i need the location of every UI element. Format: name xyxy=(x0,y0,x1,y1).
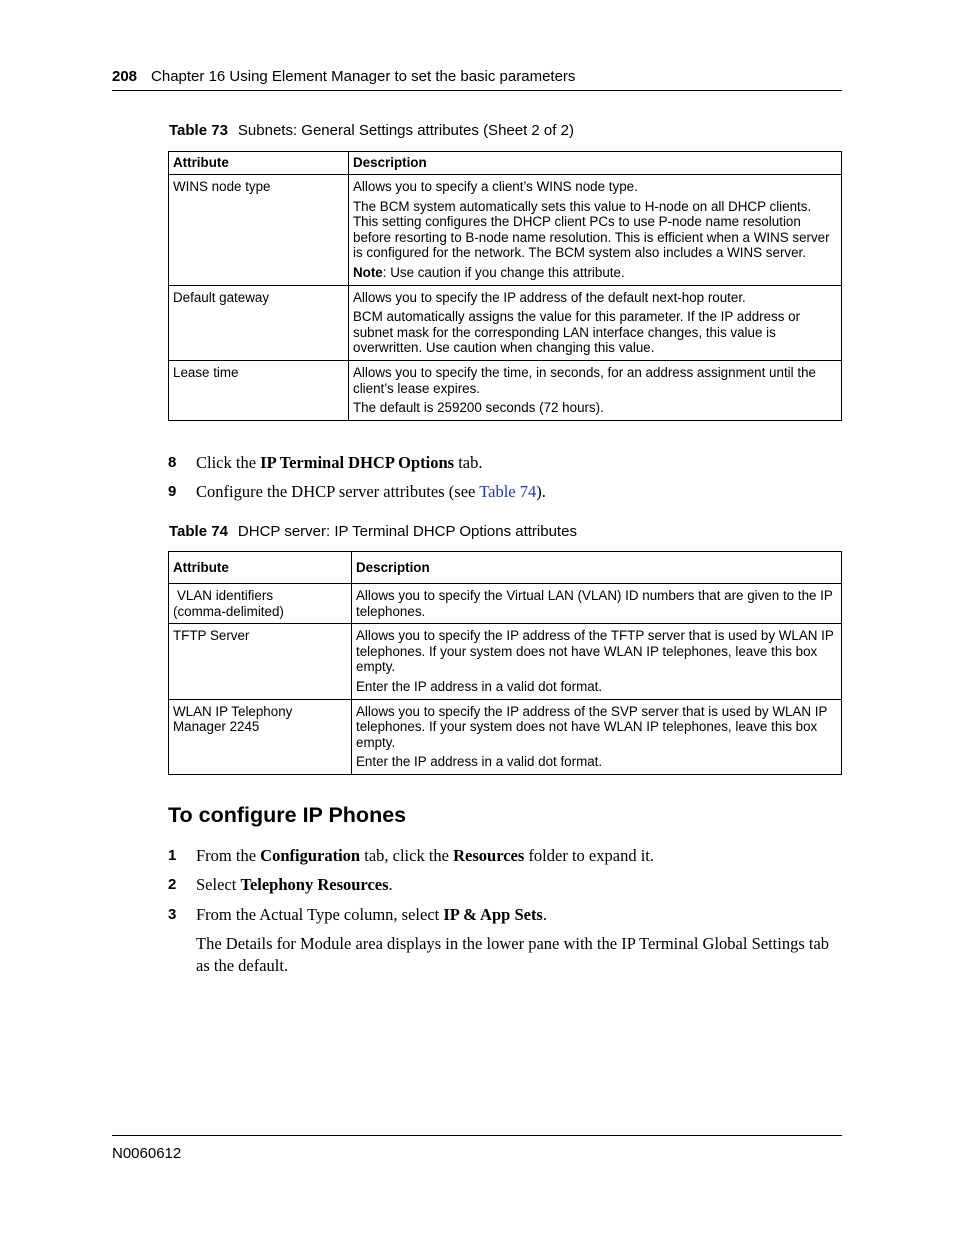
description-text: BCM automatically assigns the value for this parameter. If the IP address or subnet mask for the corresponding LAN interface changes, this value is overwritten. Use caution when changing this value. xyxy=(353,309,801,356)
step-text xyxy=(196,905,547,925)
step-text-part: tab. xyxy=(454,453,483,472)
table-row xyxy=(169,360,842,420)
step-text-bold: IP Terminal DHCP Options xyxy=(260,453,455,472)
table-header-row xyxy=(169,552,842,584)
description-text: The default is 259200 seconds (72 hours). xyxy=(353,400,604,416)
attribute-text: Manager 2245 xyxy=(173,719,260,735)
column-header-description: Description xyxy=(352,552,842,584)
description-cell xyxy=(349,175,842,286)
description-cell xyxy=(352,624,842,699)
step-number: 8 xyxy=(168,454,177,471)
description-text: Allows you to specify a client’s WINS node type. xyxy=(353,179,638,194)
description-cell xyxy=(352,584,842,624)
table-row xyxy=(169,285,842,360)
column-header-attribute: Attribute xyxy=(169,152,349,175)
table-row xyxy=(169,699,842,774)
step-text-part: Select xyxy=(196,875,241,894)
page-number: 208 xyxy=(112,68,138,85)
attribute-text: VLAN identifiers xyxy=(177,588,274,603)
description-text: Allows you to specify the Virtual LAN (VLAN) ID numbers that are given to the IP telephones. xyxy=(356,588,833,619)
description-cell xyxy=(349,285,842,360)
attribute-cell xyxy=(169,584,352,624)
section-heading: To configure IP Phones xyxy=(168,803,407,827)
step-text-part: From the Actual Type column, select xyxy=(196,905,444,924)
step-text-bold: Resources xyxy=(453,846,525,865)
step-text-part: ). xyxy=(536,482,546,501)
step-text xyxy=(196,453,483,473)
chapter-title: Chapter 16 Using Element Manager to set the basic parameters xyxy=(151,68,576,85)
table-73 xyxy=(168,151,842,421)
step-text-part: Click the xyxy=(196,453,261,472)
body-paragraph: The Details for Module area displays in the lower pane with the IP Terminal Global Settings tab as the default. xyxy=(196,934,830,975)
page-header xyxy=(112,68,842,91)
step-text-part: Configure the DHCP server attributes (see xyxy=(196,482,480,501)
note-body: : Use caution if you change this attribute. xyxy=(382,264,625,280)
table-row xyxy=(169,584,842,624)
description-text: Enter the IP address in a valid dot format. xyxy=(356,754,603,770)
table-73-label: Table 73 xyxy=(169,122,228,139)
step-text-part: . xyxy=(542,905,547,924)
column-header-attribute: Attribute xyxy=(169,552,352,584)
table-header-row xyxy=(169,152,842,175)
description-text: The BCM system automatically sets this value to H-node on all DHCP clients. This setting configures the DHCP client PCs to use P-node name resolution before resorting to B-node name resolution. This is efficient when a WINS server is configured for the network. The BCM system also includes a WINS server. xyxy=(353,198,830,261)
document-number: N0060612 xyxy=(112,1145,182,1162)
step-text xyxy=(196,482,546,502)
description-text: Allows you to specify the IP address of the default next-hop router. xyxy=(353,289,746,305)
attribute-cell: Lease time xyxy=(169,360,349,420)
step-text-part: folder to expand it. xyxy=(524,846,654,865)
table-row xyxy=(169,175,842,286)
step-text-bold: Configuration xyxy=(260,846,361,865)
step-text-part: . xyxy=(388,875,393,894)
step-number: 9 xyxy=(168,483,177,500)
step-text-part: From the xyxy=(196,846,261,865)
table-74-link[interactable]: Table 74 xyxy=(479,482,537,501)
table-74-label: Table 74 xyxy=(169,523,228,540)
note-text xyxy=(353,265,837,281)
table-73-caption xyxy=(169,122,574,139)
footer-divider xyxy=(112,1135,842,1136)
attribute-cell xyxy=(169,699,352,774)
step-text-bold: Telephony Resources xyxy=(240,875,389,894)
description-cell xyxy=(349,360,842,420)
table-74 xyxy=(168,551,842,775)
column-header-description: Description xyxy=(349,152,842,175)
step-text-bold: IP & App Sets xyxy=(443,905,543,924)
attribute-cell xyxy=(169,624,352,699)
step-text xyxy=(196,846,654,866)
step-number: 1 xyxy=(168,847,177,864)
description-text: Allows you to specify the IP address of the SVP server that is used by WLAN IP telephones. If your system does not have WLAN IP telephones, leave this box empty. xyxy=(356,703,828,750)
table-row xyxy=(169,624,842,699)
attribute-text: TFTP Server xyxy=(173,628,250,644)
step-number: 3 xyxy=(168,906,177,923)
note-label: Note xyxy=(353,264,383,280)
attribute-cell: WINS node type xyxy=(169,175,349,286)
table-73-title: Subnets: General Settings attributes (Sheet 2 of 2) xyxy=(237,122,574,139)
description-text: Enter the IP address in a valid dot format. xyxy=(356,678,603,694)
step-text xyxy=(196,875,393,895)
description-text: Allows you to specify the IP address of the TFTP server that is used by WLAN IP telephones. If your system does not have WLAN IP telephones, leave this box empty. xyxy=(356,628,834,675)
attribute-cell: Default gateway xyxy=(169,285,349,360)
attribute-text: WLAN IP Telephony xyxy=(173,703,293,719)
description-text: Allows you to specify the time, in seconds, for an address assignment until the client’s lease expires. xyxy=(353,364,816,396)
step-number: 2 xyxy=(168,876,177,893)
description-cell xyxy=(352,699,842,774)
table-74-title: DHCP server: IP Terminal DHCP Options attributes xyxy=(237,523,577,540)
step-text-part: tab, click the xyxy=(360,846,454,865)
attribute-text: (comma-delimited) xyxy=(173,603,284,619)
table-74-caption xyxy=(169,523,577,540)
